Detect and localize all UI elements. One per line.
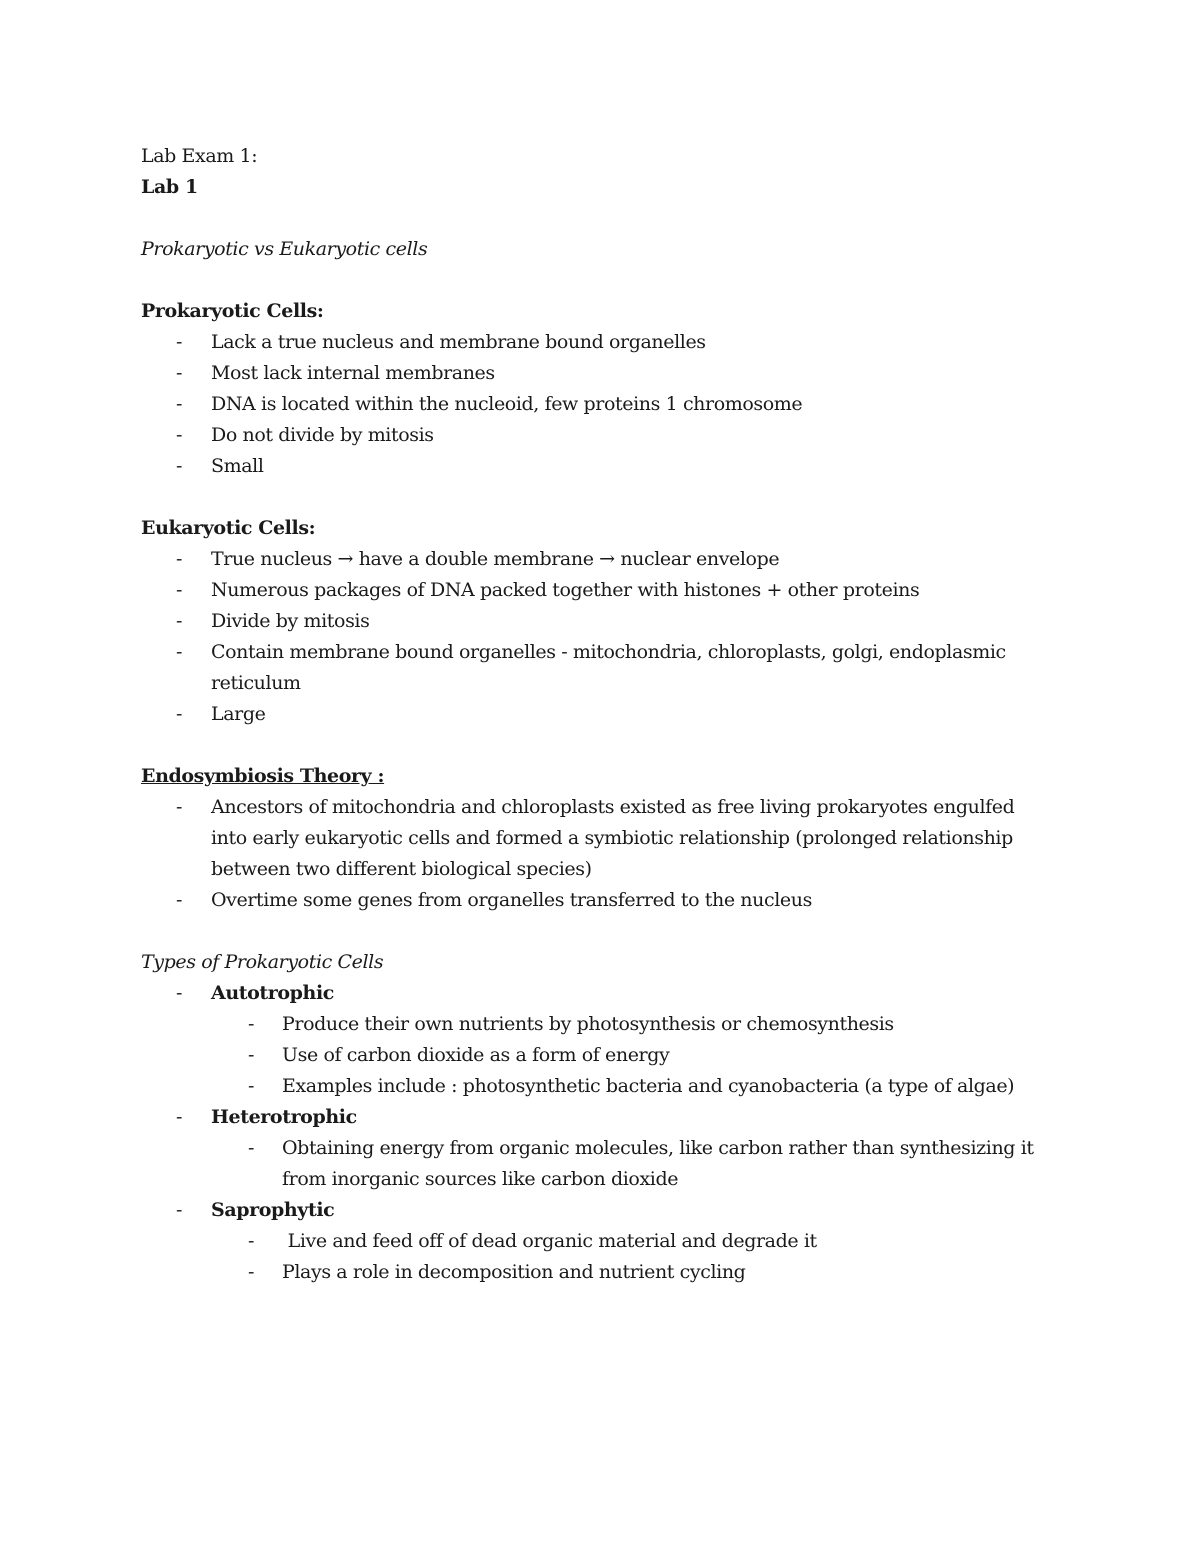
bullet-dash: -	[176, 548, 183, 570]
list-item: - Do not divide by mitosis	[141, 420, 1081, 451]
bullet-dash: -	[176, 579, 183, 601]
list-item-autotrophic: - Autotrophic	[141, 978, 1081, 1009]
types-heading: Types of Prokaryotic Cells	[141, 951, 384, 973]
bullet-dash: -	[176, 641, 183, 663]
list-item-saprophytic: - Saprophytic	[141, 1195, 1081, 1226]
list-item: - DNA is located within the nucleoid, few proteins 1 chromosome	[141, 389, 1081, 420]
list-item: - Overtime some genes from organelles transferred to the nucleus	[141, 885, 1081, 916]
endosymbiosis-heading: Endosymbiosis Theory :	[141, 765, 385, 787]
bullet-dash: -	[248, 1013, 255, 1035]
bullet-dash: -	[176, 424, 183, 446]
bullet-dash: -	[176, 362, 183, 384]
bullet-dash: -	[176, 982, 183, 1004]
list-item: - Small	[141, 451, 1081, 482]
bullet-dash: -	[176, 455, 183, 477]
lab-title: Lab 1	[141, 176, 198, 198]
document-page	[141, 141, 1081, 1288]
list-item: - True nucleus → have a double membrane → nuclear envelope	[141, 544, 1081, 575]
sub-list-item: - Plays a role in decomposition and nutrient cycling	[141, 1257, 1081, 1288]
bullet-dash: -	[176, 796, 183, 818]
bullet-dash: -	[248, 1230, 255, 1252]
exam-title: Lab Exam 1:	[141, 145, 258, 167]
sub-list-item: - Examples include : photosynthetic bacteria and cyanobacteria (a type of algae)	[141, 1071, 1081, 1102]
sub-list-item: - Produce their own nutrients by photosynthesis or chemosynthesis	[141, 1009, 1081, 1040]
eukaryotic-heading: Eukaryotic Cells:	[141, 517, 316, 539]
bullet-dash: -	[248, 1075, 255, 1097]
bullet-dash: -	[176, 393, 183, 415]
list-item: - Divide by mitosis	[141, 606, 1081, 637]
bullet-dash: -	[248, 1261, 255, 1283]
list-item: - Numerous packages of DNA packed together with histones + other proteins	[141, 575, 1081, 606]
bullet-dash: -	[176, 331, 183, 353]
sub-list-item: - Use of carbon dioxide as a form of energy	[141, 1040, 1081, 1071]
bullet-dash: -	[248, 1137, 255, 1159]
bullet-dash: -	[176, 703, 183, 725]
prokaryotic-heading: Prokaryotic Cells:	[141, 300, 324, 322]
bullet-dash: -	[176, 610, 183, 632]
bullet-dash: -	[176, 1106, 183, 1128]
list-item: - Ancestors of mitochondria and chloroplasts existed as free living prokaryotes engulfed into early eukaryotic cells and formed a symbiotic relationship (prolonged relationship between two different biological species)	[141, 792, 1081, 885]
bullet-dash: -	[248, 1044, 255, 1066]
sub-list-item: - Live and feed off of dead organic material and degrade it	[141, 1226, 1081, 1257]
section-intro: Prokaryotic vs Eukaryotic cells	[141, 238, 428, 260]
list-item-heterotrophic: - Heterotrophic	[141, 1102, 1081, 1133]
bullet-dash: -	[176, 889, 183, 911]
list-item: - Lack a true nucleus and membrane bound organelles	[141, 327, 1081, 358]
list-item: - Most lack internal membranes	[141, 358, 1081, 389]
bullet-dash: -	[176, 1199, 183, 1221]
list-item: - Contain membrane bound organelles - mitochondria, chloroplasts, golgi, endoplasmic reticulum	[141, 637, 1081, 699]
list-item: - Large	[141, 699, 1081, 730]
sub-list-item: - Obtaining energy from organic molecules, like carbon rather than synthesizing it from inorganic sources like carbon dioxide	[141, 1133, 1081, 1195]
